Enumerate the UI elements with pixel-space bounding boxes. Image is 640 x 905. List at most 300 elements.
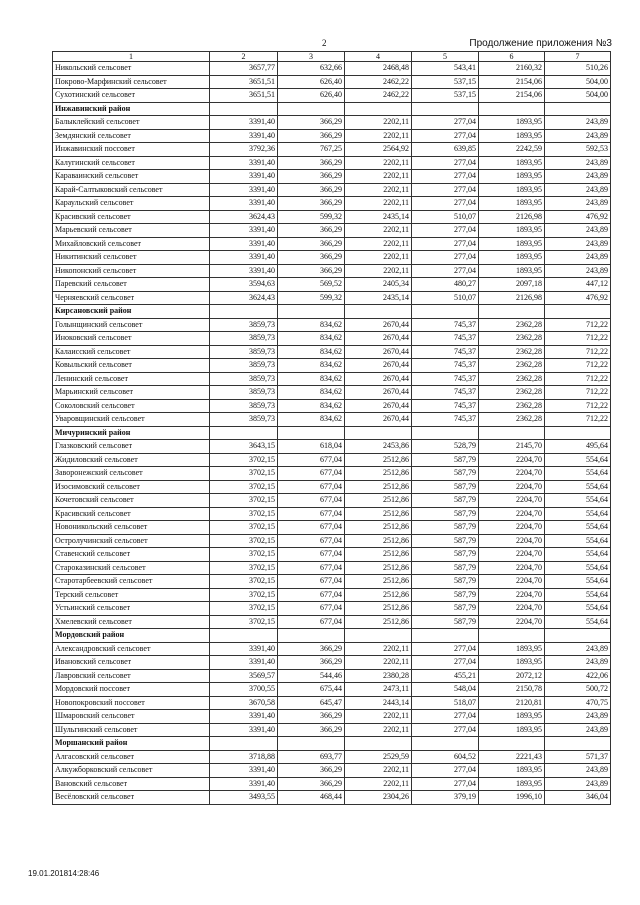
value-cell: 1893,95 [479, 777, 545, 791]
value-cell: 2512,86 [345, 453, 412, 467]
value-cell: 3391,40 [210, 264, 278, 278]
settlement-name: Балыклейский сельсовет [53, 116, 210, 130]
value-cell: 468,44 [278, 791, 345, 805]
value-cell: 2204,70 [479, 561, 545, 575]
value-cell: 2670,44 [345, 318, 412, 332]
value-cell: 3594,63 [210, 278, 278, 292]
value-cell: 277,04 [412, 777, 479, 791]
value-cell: 745,37 [412, 332, 479, 346]
value-cell: 2202,11 [345, 764, 412, 778]
value-cell: 2145,70 [479, 440, 545, 454]
empty-cell [545, 629, 611, 643]
table-row [53, 89, 611, 103]
table-row [53, 318, 611, 332]
value-cell: 677,04 [278, 615, 345, 629]
settlement-name: Никольский сельсовет [53, 62, 210, 76]
value-cell: 675,44 [278, 683, 345, 697]
value-cell: 3718,88 [210, 750, 278, 764]
value-cell: 3493,55 [210, 791, 278, 805]
table-row [53, 156, 611, 170]
table-row [53, 615, 611, 629]
empty-cell [278, 629, 345, 643]
settlement-name: Михайловский сельсовет [53, 237, 210, 251]
value-cell: 2362,28 [479, 372, 545, 386]
table-row [53, 372, 611, 386]
value-cell: 3702,15 [210, 467, 278, 481]
value-cell: 2512,86 [345, 480, 412, 494]
value-cell: 834,62 [278, 386, 345, 400]
value-cell: 2202,11 [345, 251, 412, 265]
value-cell: 2204,70 [479, 521, 545, 535]
value-cell: 277,04 [412, 264, 479, 278]
value-cell: 554,64 [545, 548, 611, 562]
empty-cell [479, 426, 545, 440]
value-cell: 243,89 [545, 710, 611, 724]
value-cell: 2468,48 [345, 62, 412, 76]
value-cell: 2120,81 [479, 696, 545, 710]
value-cell: 3391,40 [210, 129, 278, 143]
value-cell: 3651,51 [210, 89, 278, 103]
settlement-name: Инжавинский поссовет [53, 143, 210, 157]
value-cell: 2435,14 [345, 210, 412, 224]
value-cell: 243,89 [545, 764, 611, 778]
value-cell: 587,79 [412, 588, 479, 602]
value-cell: 592,53 [545, 143, 611, 157]
value-cell: 3859,73 [210, 318, 278, 332]
table-row [53, 507, 611, 521]
value-cell: 2204,70 [479, 494, 545, 508]
value-cell: 3702,15 [210, 534, 278, 548]
settlement-name: Жидиловский сельсовет [53, 453, 210, 467]
value-cell: 712,22 [545, 345, 611, 359]
value-cell: 767,25 [278, 143, 345, 157]
table-row [53, 494, 611, 508]
settlement-name: Красивский сельсовет [53, 507, 210, 521]
value-cell: 3651,51 [210, 75, 278, 89]
value-cell: 677,04 [278, 480, 345, 494]
settlement-name: Калаисский сельсовет [53, 345, 210, 359]
value-cell: 277,04 [412, 251, 479, 265]
settlement-name: Никопонский сельсовет [53, 264, 210, 278]
value-cell: 2204,70 [479, 575, 545, 589]
value-cell: 2512,86 [345, 575, 412, 589]
value-cell: 554,64 [545, 575, 611, 589]
settlement-name: Хмелевский сельсовет [53, 615, 210, 629]
empty-cell [479, 305, 545, 319]
settlement-name: Новопокровский поссовет [53, 696, 210, 710]
value-cell: 518,07 [412, 696, 479, 710]
table-row [53, 170, 611, 184]
page-number: 2 [322, 38, 327, 48]
district-row [53, 737, 611, 751]
value-cell: 3702,15 [210, 548, 278, 562]
settlement-name: Александровский сельсовет [53, 642, 210, 656]
value-cell: 645,47 [278, 696, 345, 710]
value-cell: 712,22 [545, 332, 611, 346]
value-cell: 1893,95 [479, 224, 545, 238]
value-cell: 366,29 [278, 642, 345, 656]
value-cell: 712,22 [545, 359, 611, 373]
value-cell: 476,92 [545, 291, 611, 305]
empty-cell [545, 737, 611, 751]
value-cell: 2154,06 [479, 89, 545, 103]
table-row [53, 642, 611, 656]
value-cell: 422,06 [545, 669, 611, 683]
empty-cell [412, 737, 479, 751]
settlement-name: Сухотинский сельсовет [53, 89, 210, 103]
settlement-name: Иноковский сельсовет [53, 332, 210, 346]
empty-cell [210, 426, 278, 440]
settlement-name: Черняевский сельсовет [53, 291, 210, 305]
value-cell: 2435,14 [345, 291, 412, 305]
value-cell: 3702,15 [210, 494, 278, 508]
value-cell: 554,64 [545, 588, 611, 602]
table-row [53, 278, 611, 292]
column-header: 7 [545, 52, 611, 62]
district-row [53, 426, 611, 440]
value-cell: 277,04 [412, 642, 479, 656]
settlement-name: Караваинский сельсовет [53, 170, 210, 184]
value-cell: 366,29 [278, 156, 345, 170]
value-cell: 2202,11 [345, 656, 412, 670]
value-cell: 366,29 [278, 116, 345, 130]
settlement-name: Новоникольский сельсовет [53, 521, 210, 535]
settlement-name: Покрово-Марфинский сельсовет [53, 75, 210, 89]
empty-cell [210, 305, 278, 319]
value-cell: 1893,95 [479, 183, 545, 197]
value-cell: 834,62 [278, 318, 345, 332]
value-cell: 2512,86 [345, 602, 412, 616]
district-name: Мордовский район [53, 629, 210, 643]
table-row [53, 656, 611, 670]
value-cell: 712,22 [545, 413, 611, 427]
table-row [53, 521, 611, 535]
value-cell: 2126,98 [479, 291, 545, 305]
value-cell: 504,00 [545, 75, 611, 89]
value-cell: 495,64 [545, 440, 611, 454]
value-cell: 1893,95 [479, 642, 545, 656]
value-cell: 243,89 [545, 777, 611, 791]
footer-timestamp: 19.01.201814:28:46 [28, 869, 100, 878]
empty-cell [545, 305, 611, 319]
table-row [53, 453, 611, 467]
value-cell: 3391,40 [210, 224, 278, 238]
value-cell: 3702,15 [210, 453, 278, 467]
value-cell: 277,04 [412, 183, 479, 197]
value-cell: 2204,70 [479, 615, 545, 629]
value-cell: 677,04 [278, 507, 345, 521]
empty-cell [278, 737, 345, 751]
value-cell: 366,29 [278, 264, 345, 278]
value-cell: 745,37 [412, 399, 479, 413]
value-cell: 712,22 [545, 386, 611, 400]
value-cell: 2160,32 [479, 62, 545, 76]
value-cell: 528,79 [412, 440, 479, 454]
tariff-table [52, 51, 611, 805]
value-cell: 3391,40 [210, 251, 278, 265]
value-cell: 2512,86 [345, 467, 412, 481]
value-cell: 3702,15 [210, 521, 278, 535]
value-cell: 2362,28 [479, 318, 545, 332]
value-cell: 2362,28 [479, 413, 545, 427]
table-row [53, 197, 611, 211]
value-cell: 277,04 [412, 129, 479, 143]
settlement-name: Уваровщинский сельсовет [53, 413, 210, 427]
empty-cell [278, 102, 345, 116]
settlement-name: Красивский сельсовет [53, 210, 210, 224]
table-row [53, 183, 611, 197]
value-cell: 3391,40 [210, 710, 278, 724]
value-cell: 745,37 [412, 359, 479, 373]
value-cell: 554,64 [545, 561, 611, 575]
value-cell: 834,62 [278, 332, 345, 346]
value-cell: 571,37 [545, 750, 611, 764]
value-cell: 2512,86 [345, 548, 412, 562]
value-cell: 2202,11 [345, 116, 412, 130]
value-cell: 366,29 [278, 764, 345, 778]
value-cell: 3391,40 [210, 116, 278, 130]
value-cell: 834,62 [278, 359, 345, 373]
value-cell: 1893,95 [479, 129, 545, 143]
value-cell: 2202,11 [345, 710, 412, 724]
table-row [53, 251, 611, 265]
value-cell: 2380,28 [345, 669, 412, 683]
settlement-name: Карай-Салтыковский сельсовет [53, 183, 210, 197]
value-cell: 554,64 [545, 480, 611, 494]
table-row [53, 291, 611, 305]
value-cell: 243,89 [545, 642, 611, 656]
table-row [53, 210, 611, 224]
value-cell: 366,29 [278, 197, 345, 211]
value-cell: 243,89 [545, 197, 611, 211]
value-cell: 677,04 [278, 467, 345, 481]
value-cell: 834,62 [278, 399, 345, 413]
value-cell: 3391,40 [210, 170, 278, 184]
value-cell: 548,04 [412, 683, 479, 697]
value-cell: 3391,40 [210, 183, 278, 197]
value-cell: 2202,11 [345, 264, 412, 278]
empty-cell [345, 305, 412, 319]
value-cell: 243,89 [545, 723, 611, 737]
value-cell: 3702,15 [210, 588, 278, 602]
value-cell: 2512,86 [345, 494, 412, 508]
value-cell: 626,40 [278, 75, 345, 89]
value-cell: 2512,86 [345, 521, 412, 535]
settlement-name: Изосимовский сельсовет [53, 480, 210, 494]
value-cell: 712,22 [545, 318, 611, 332]
table-row [53, 224, 611, 238]
value-cell: 626,40 [278, 89, 345, 103]
value-cell: 1893,95 [479, 656, 545, 670]
value-cell: 2154,06 [479, 75, 545, 89]
value-cell: 3391,40 [210, 642, 278, 656]
settlement-name: Глазковский сельсовет [53, 440, 210, 454]
district-row [53, 305, 611, 319]
table-row [53, 62, 611, 76]
empty-cell [412, 305, 479, 319]
value-cell: 677,04 [278, 521, 345, 535]
district-name: Моршанский район [53, 737, 210, 751]
settlement-name: Шмаровский сельсовет [53, 710, 210, 724]
value-cell: 3859,73 [210, 399, 278, 413]
value-cell: 1893,95 [479, 764, 545, 778]
value-cell: 500,72 [545, 683, 611, 697]
empty-cell [345, 102, 412, 116]
empty-cell [345, 737, 412, 751]
value-cell: 599,32 [278, 210, 345, 224]
value-cell: 3569,57 [210, 669, 278, 683]
value-cell: 2512,86 [345, 507, 412, 521]
value-cell: 277,04 [412, 116, 479, 130]
value-cell: 1893,95 [479, 197, 545, 211]
empty-cell [210, 629, 278, 643]
value-cell: 1893,95 [479, 156, 545, 170]
value-cell: 1996,10 [479, 791, 545, 805]
value-cell: 3702,15 [210, 561, 278, 575]
value-cell: 544,46 [278, 669, 345, 683]
value-cell: 3391,40 [210, 764, 278, 778]
value-cell: 366,29 [278, 224, 345, 238]
empty-cell [345, 426, 412, 440]
value-cell: 243,89 [545, 170, 611, 184]
value-cell: 2202,11 [345, 237, 412, 251]
column-header: 1 [53, 52, 210, 62]
table-row [53, 575, 611, 589]
value-cell: 3391,40 [210, 156, 278, 170]
value-cell: 366,29 [278, 656, 345, 670]
value-cell: 1893,95 [479, 251, 545, 265]
value-cell: 277,04 [412, 224, 479, 238]
value-cell: 243,89 [545, 224, 611, 238]
value-cell: 587,79 [412, 507, 479, 521]
value-cell: 587,79 [412, 602, 479, 616]
value-cell: 2512,86 [345, 615, 412, 629]
value-cell: 2202,11 [345, 777, 412, 791]
value-cell: 677,04 [278, 494, 345, 508]
value-cell: 3624,43 [210, 210, 278, 224]
settlement-name: Земдянский сельсовет [53, 129, 210, 143]
value-cell: 2304,26 [345, 791, 412, 805]
value-cell: 587,79 [412, 494, 479, 508]
value-cell: 2126,98 [479, 210, 545, 224]
value-cell: 2512,86 [345, 588, 412, 602]
table-row [53, 669, 611, 683]
settlement-name: Старотарбеевский сельсовет [53, 575, 210, 589]
value-cell: 3643,15 [210, 440, 278, 454]
value-cell: 3702,15 [210, 615, 278, 629]
empty-cell [278, 305, 345, 319]
district-row [53, 102, 611, 116]
value-cell: 243,89 [545, 264, 611, 278]
district-name: Инжавинский район [53, 102, 210, 116]
value-cell: 366,29 [278, 251, 345, 265]
value-cell: 2202,11 [345, 156, 412, 170]
value-cell: 277,04 [412, 723, 479, 737]
table-row [53, 683, 611, 697]
column-header: 6 [479, 52, 545, 62]
value-cell: 554,64 [545, 494, 611, 508]
settlement-name: Паревский сельсовет [53, 278, 210, 292]
value-cell: 277,04 [412, 237, 479, 251]
table-row [53, 467, 611, 481]
table-row [53, 399, 611, 413]
table-row [53, 696, 611, 710]
settlement-name: Староказинский сельсовет [53, 561, 210, 575]
empty-cell [278, 426, 345, 440]
value-cell: 677,04 [278, 548, 345, 562]
value-cell: 587,79 [412, 561, 479, 575]
settlement-name: Никитинский сельсовет [53, 251, 210, 265]
value-cell: 510,07 [412, 210, 479, 224]
value-cell: 693,77 [278, 750, 345, 764]
value-cell: 3624,43 [210, 291, 278, 305]
value-cell: 2204,70 [479, 467, 545, 481]
value-cell: 366,29 [278, 129, 345, 143]
value-cell: 2473,11 [345, 683, 412, 697]
table-row [53, 413, 611, 427]
value-cell: 745,37 [412, 345, 479, 359]
continuation-label: Продолжение приложения №3 [469, 38, 612, 49]
column-header: 2 [210, 52, 278, 62]
table-row [53, 386, 611, 400]
table-row [53, 548, 611, 562]
value-cell: 3657,77 [210, 62, 278, 76]
value-cell: 3859,73 [210, 345, 278, 359]
table-row [53, 791, 611, 805]
value-cell: 554,64 [545, 602, 611, 616]
value-cell: 366,29 [278, 723, 345, 737]
header-row [53, 52, 611, 62]
value-cell: 480,27 [412, 278, 479, 292]
value-cell: 2670,44 [345, 372, 412, 386]
value-cell: 3702,15 [210, 602, 278, 616]
value-cell: 2564,92 [345, 143, 412, 157]
value-cell: 554,64 [545, 534, 611, 548]
value-cell: 2453,86 [345, 440, 412, 454]
column-header: 5 [412, 52, 479, 62]
value-cell: 3859,73 [210, 386, 278, 400]
settlement-name: Калугинский сельсовет [53, 156, 210, 170]
settlement-name: Алкужборковский сельсовет [53, 764, 210, 778]
empty-cell [345, 629, 412, 643]
value-cell: 3859,73 [210, 413, 278, 427]
value-cell: 2670,44 [345, 332, 412, 346]
settlement-name: Вановский сельсовет [53, 777, 210, 791]
table-row [53, 237, 611, 251]
value-cell: 554,64 [545, 615, 611, 629]
settlement-name: Мордовский поссовет [53, 683, 210, 697]
value-cell: 243,89 [545, 129, 611, 143]
value-cell: 3702,15 [210, 507, 278, 521]
value-cell: 277,04 [412, 156, 479, 170]
value-cell: 554,64 [545, 507, 611, 521]
value-cell: 2150,78 [479, 683, 545, 697]
value-cell: 1893,95 [479, 723, 545, 737]
value-cell: 510,26 [545, 62, 611, 76]
value-cell: 379,19 [412, 791, 479, 805]
value-cell: 243,89 [545, 156, 611, 170]
value-cell: 2204,70 [479, 507, 545, 521]
value-cell: 834,62 [278, 372, 345, 386]
value-cell: 2204,70 [479, 548, 545, 562]
value-cell: 243,89 [545, 656, 611, 670]
value-cell: 745,37 [412, 372, 479, 386]
value-cell: 2512,86 [345, 534, 412, 548]
value-cell: 2362,28 [479, 386, 545, 400]
value-cell: 277,04 [412, 764, 479, 778]
value-cell: 587,79 [412, 534, 479, 548]
table-row [53, 264, 611, 278]
